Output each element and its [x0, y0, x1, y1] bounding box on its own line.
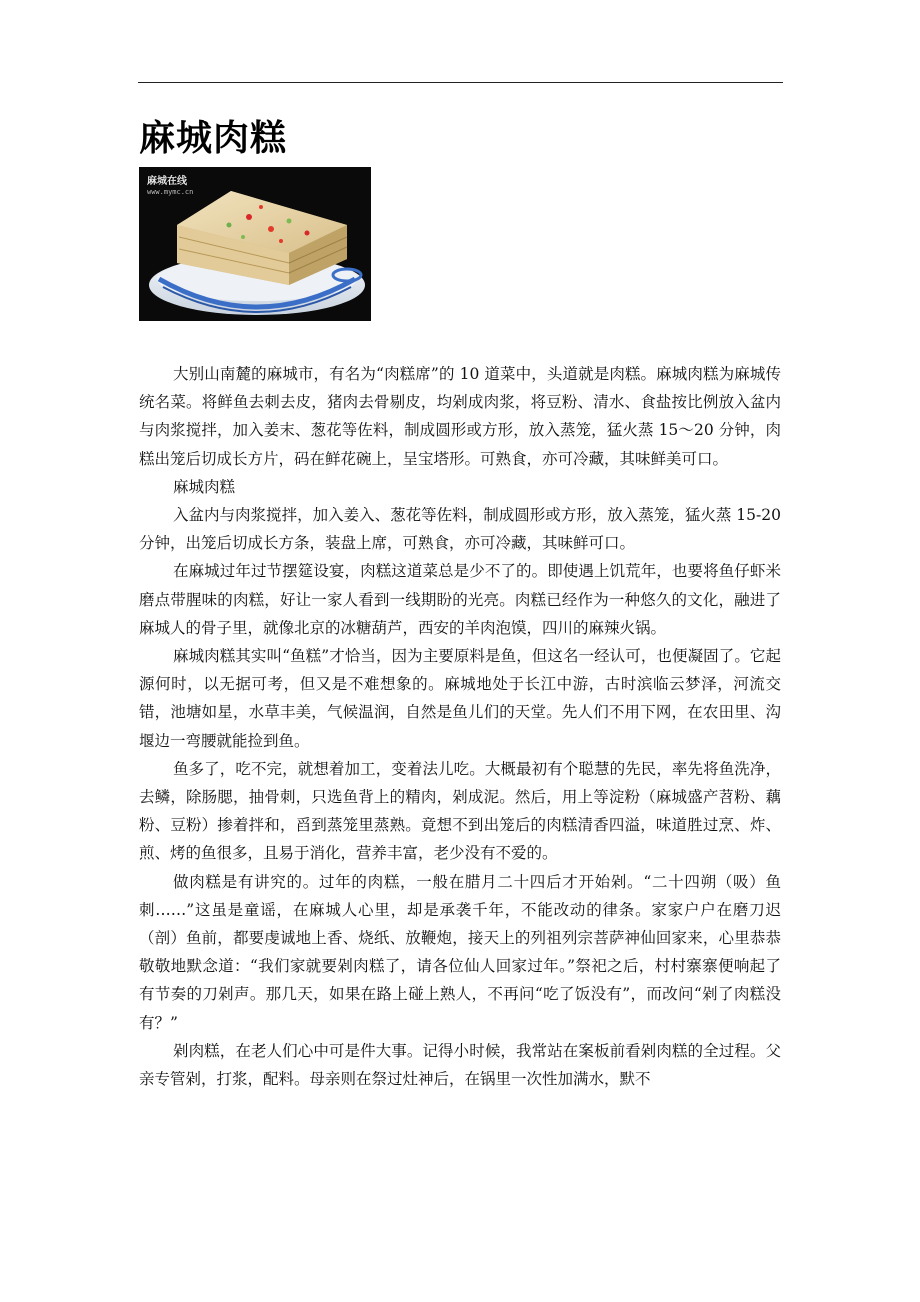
paragraph: 入盆内与肉浆搅拌，加入姜入、葱花等佐料，制成圆形或方形，放入蒸笼，猛火蒸 15-20 分钟，出笼后切成长方条，装盘上席，可熟食，亦可冷藏，其味鲜可口。 — [139, 506, 781, 553]
article-body — [139, 360, 781, 1093]
paragraph: 麻城肉糕其实叫“鱼糕”才恰当，因为主要原料是鱼，但这名一经认可，也便凝固了。它起源何时，以无据可考，但又是不难想象的。麻城地处于长江中游，古时滨临云梦泽，河流交错，池塘如星，水草丰美，气候温润，自然是鱼儿们的天堂。先人们不用下网，在农田里、沟堰边一弯腰就能捡到鱼。 — [139, 647, 781, 750]
fish-cake-photo — [139, 167, 371, 321]
paragraph: 剁肉糕，在老人们心中可是件大事。记得小时候，我常站在案板前看剁肉糕的全过程。父亲专管剁，打浆，配料。母亲则在祭过灶神后，在锅里一次性加满水，默不 — [139, 1041, 781, 1089]
header-rule — [138, 82, 783, 83]
photo-watermark: 麻城在线 — [147, 176, 187, 187]
paragraph: 在麻城过年过节摆筵设宴，肉糕这道菜总是少不了的。即使遇上饥荒年，也要将鱼仔虾米磨点带腥味的肉糕，好让一家人看到一线期盼的光亮。肉糕已经作为一种悠久的文化，融进了麻城人的骨子里，就像北京的冰糖葫芦，西安的羊肉泡馍，四川的麻辣火锅。 — [139, 562, 781, 637]
subheading: 麻城肉糕 — [173, 477, 236, 496]
page-title: 麻城肉糕 — [139, 118, 288, 159]
photo-watermark-url: www.mymc.cn — [147, 188, 194, 196]
paragraph: 鱼多了，吃不完，就想着加工，变着法儿吃。大概最初有个聪慧的先民，率先将鱼洗净，去鳞，除肠腮，抽骨刺，只选鱼背上的精肉，剁成泥。然后，用上等淀粉（麻城盛产苕粉、藕粉、豆粉）掺着拌和，舀到蒸笼里蒸熟。竟想不到出笼后的肉糕清香四溢，味道胜过烹、炸、煎、烤的鱼很多，且易于消化，营养丰富，老少没有不爱的。 — [139, 759, 781, 863]
paragraph: 大别山南麓的麻城市，有名为“肉糕席”的 10 道菜中，头道就是肉糕。麻城肉糕为麻城传统名菜。将鲜鱼去刺去皮，猪肉去骨剔皮，均剁成肉浆，将豆粉、清水、食盐按比例放入盆内与肉浆搅拌，加入姜末、葱花等佐料，制成圆形或方形，放入蒸笼，猛火蒸 15～20 分钟，肉糕出笼后切成长方片，码在鲜花碗上，呈宝塔形。可熟食，亦可冷藏，其味鲜美可口。 — [139, 365, 781, 468]
paragraph: 做肉糕是有讲究的。过年的肉糕，一般在腊月二十四后才开始剁。“二十四朔（吸）鱼刺……”这虽是童谣，在麻城人心里，却是承袭千年，不能改动的律条。家家户户在磨刀迟（剖）鱼前，都要虔诚地上香、烧纸、放鞭炮，接天上的列祖列宗菩萨神仙回家来，心里恭恭敬敬地默念道：“我们家就要剁肉糕了，请各位仙人回家过年。”祭祀之后，村村寨寨便响起了有节奏的刀剁声。那几天，如果在路上碰上熟人，不再问“吃了饭没有”，而改问“剁了肉糕没有？” — [139, 872, 781, 1032]
